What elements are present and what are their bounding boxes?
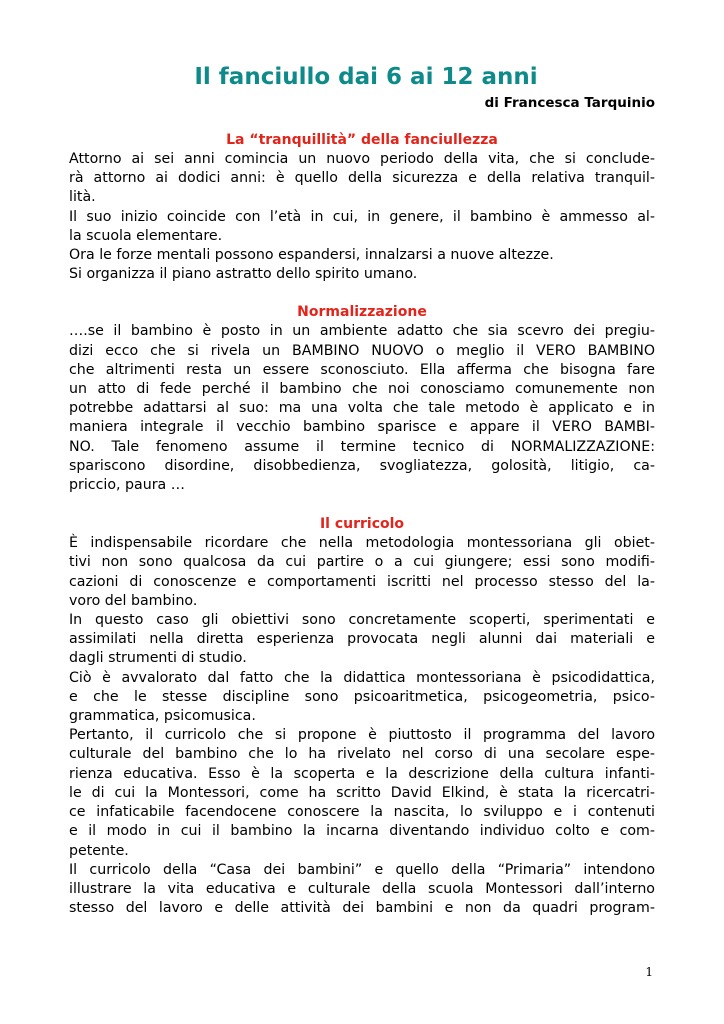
text-line: grammatica, psicomusica. — [69, 708, 256, 725]
text-line: Pertanto, il curricolo che si propone è piuttosto il programma del lavoro — [69, 727, 655, 744]
text-line: culturale del bambino che lo ha rivelato nel corso di una secolare espe- — [69, 746, 655, 763]
text-line: ….se il bambino è posto in un ambiente adatto che sia scevro dei pregiu- — [69, 323, 655, 340]
text-line: un atto di fede perché il bambino che noi conosciamo comunemente non — [69, 381, 655, 398]
page-number: 1 — [645, 965, 653, 979]
text-line: Ciò è avvalorato dal fatto che la didattica montessoriana è psicodidattica, — [69, 669, 655, 686]
section-heading-tranquillita: La “tranquillità” della fanciullezza — [226, 132, 498, 148]
text-line: È indispensabile ricordare che nella metodologia montessoriana gli obiet- — [69, 535, 655, 552]
text-line: le di cui la Montessori, come ha scritto David Elkind, è stata la ricercatri- — [69, 784, 655, 801]
text-line: potrebbe adattarsi al suo: ma una volta che tale metodo è applicato e in — [69, 400, 655, 417]
section-body-normalizzazione — [69, 322, 655, 495]
text-line: Attorno ai sei anni comincia un nuovo periodo della vita, che si conclude- — [69, 151, 655, 167]
text-line: NO. Tale fenomeno assume il termine tecnico di NORMALIZZAZIONE: — [69, 438, 655, 455]
document-page — [69, 62, 655, 918]
text-line: stesso del lavoro e delle attività dei bambini e non da quadri program- — [69, 900, 655, 917]
text-line: che altrimenti resta un essere sconosciuto. Ella afferma che bisogna fare — [69, 361, 655, 378]
text-line: petente. — [69, 842, 129, 859]
text-line: dagli strumenti di studio. — [69, 650, 247, 667]
document-title: Il fanciullo dai 6 ai 12 anni — [194, 64, 538, 90]
text-line: la scuola elementare. — [69, 227, 223, 244]
text-line: ce infaticabile facendocene conoscere la nascita, lo sviluppo e i contenuti — [69, 804, 655, 821]
text-line: Si organizza il piano astratto dello spirito umano. — [69, 266, 418, 283]
section-body-curricolo — [69, 534, 655, 918]
text-line: illustrare la vita educativa e culturale della scuola Montessori dall’interno — [69, 880, 655, 897]
text-line: lità. — [69, 189, 96, 206]
text-line: maniera integrale il vecchio bambino sparisce e appare il VERO BAMBI- — [69, 419, 655, 436]
text-line: rà attorno ai dodici anni: è quello della sicurezza e della relativa tranquil- — [69, 170, 655, 187]
text-line: e che le stesse discipline sono psicoaritmetica, psicogeometria, psico- — [69, 688, 655, 705]
text-line: e il modo in cui il bambino la incarna diventando individuo colto e com- — [69, 823, 655, 840]
text-line: Il suo inizio coincide con l’età in cui, in genere, il bambino è ammesso al- — [69, 208, 655, 225]
text-line: Ora le forze mentali possono espandersi, innalzarsi a nuove altezze. — [69, 247, 554, 264]
text-line: priccio, paura … — [69, 477, 185, 494]
text-line: spariscono disordine, disobbedienza, svogliatezza, golosità, litigio, ca- — [69, 457, 655, 474]
text-line: dizi ecco che si rivela un BAMBINO NUOVO o meglio il VERO BAMBINO — [69, 342, 655, 359]
text-line: In questo caso gli obiettivi sono concretamente scoperti, sperimentati e — [69, 612, 655, 629]
text-line: Il curricolo della “Casa dei bambini” e quello della “Primaria” intendono — [69, 861, 655, 878]
section-body-tranquillita — [69, 150, 655, 284]
text-line: assimilati nella diretta esperienza provocata negli alunni dai materiali e — [69, 631, 655, 648]
section-heading-normalizzazione: Normalizzazione — [297, 304, 427, 321]
document-author: di Francesca Tarquinio — [484, 95, 655, 111]
text-line: tivi non sono qualcosa da cui partire o a cui giungere; essi sono modifi- — [69, 554, 655, 571]
text-line: cazioni di conoscenze e comportamenti iscritti nel processo stesso del la- — [69, 573, 655, 590]
text-line: voro del bambino. — [69, 592, 198, 609]
section-heading-curricolo: Il curricolo — [319, 516, 405, 533]
text-line: rienza educativa. Esso è la scoperta e la descrizione della cultura infanti- — [69, 765, 655, 782]
